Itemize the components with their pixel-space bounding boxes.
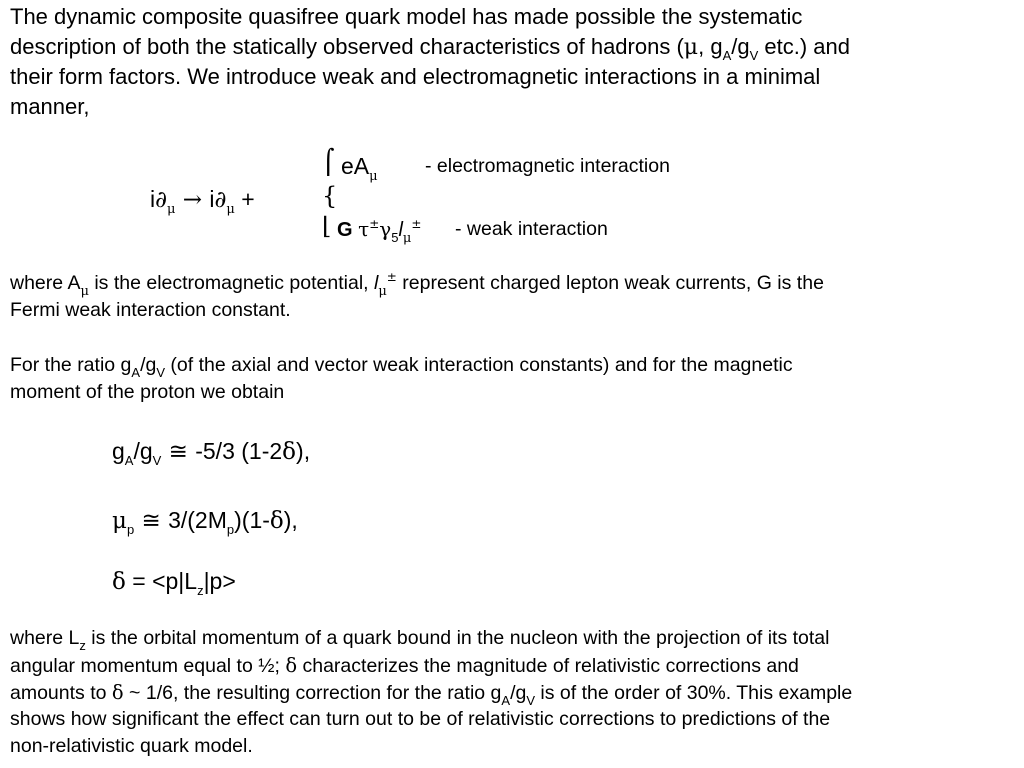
- conclusion-text: shows how significant the effect can turn out to be of relativistic corrections to predictions of the: [10, 708, 831, 730]
- subscript: p: [126, 522, 135, 537]
- where1-text: where A: [10, 272, 81, 294]
- subscript: V: [156, 365, 165, 380]
- mu-symbol: μ: [112, 508, 127, 534]
- conclusion-text: angular momentum equal to ½;: [10, 655, 286, 677]
- eq-text: ),: [283, 507, 298, 533]
- ratio-text: moment of the proton we obtain: [10, 381, 285, 403]
- partial-symbol: ∂: [214, 187, 227, 213]
- brace-bottom: ⌊: [322, 212, 332, 240]
- subscript: p: [226, 522, 235, 537]
- subscript: μ: [402, 231, 412, 246]
- conclusion-line-4: [10, 706, 830, 733]
- subscript: z: [197, 583, 204, 598]
- conclusion-text: is the orbital momentum of a quark bound in the nucleon with the projection of its total: [85, 627, 830, 649]
- subscript: A: [124, 453, 134, 468]
- ratio-text: /g: [140, 354, 157, 376]
- superscript: ±: [369, 217, 380, 231]
- superscript: ±: [411, 217, 422, 231]
- ratio-text: For the ratio g: [10, 354, 132, 376]
- subscript: A: [131, 365, 141, 380]
- eq-text: |p>: [203, 568, 236, 594]
- approx-symbol: ≅: [134, 508, 169, 534]
- subscript: V: [526, 693, 535, 708]
- conclusion-text: characterizes the magnitude of relativistic corrections and: [297, 655, 799, 677]
- intro-text: manner,: [10, 94, 90, 119]
- eq-text: ),: [296, 438, 311, 464]
- where1-line-1: [10, 270, 824, 299]
- conclusion-line-2: [10, 652, 799, 680]
- equation-delta: [112, 566, 236, 600]
- intro-line-4: [10, 92, 90, 122]
- subscript: A: [722, 48, 732, 63]
- eq-text: )(1-: [234, 507, 270, 533]
- eA-term: eA: [341, 153, 370, 179]
- intro-line-3: [10, 62, 820, 92]
- intro-text: The dynamic composite quasifree quark model has made possible the systematic: [10, 4, 803, 29]
- conclusion-text: non-relativistic quark model.: [10, 735, 253, 757]
- tau-symbol: τ: [358, 217, 370, 241]
- intro-text: /g: [731, 34, 750, 59]
- intro-line-1: [10, 2, 802, 32]
- conclusion-line-5: [10, 733, 253, 760]
- partial-symbol: ∂: [155, 187, 168, 213]
- plus-symbol: +: [234, 186, 255, 212]
- superscript: ±: [386, 270, 397, 284]
- subscript: μ: [167, 202, 176, 217]
- gamma-symbol: γ: [379, 217, 392, 241]
- subscript: μ: [378, 284, 387, 299]
- subscript: V: [152, 453, 162, 468]
- eq-text: = <p|L: [125, 568, 198, 594]
- conclusion-text: is of the order of 30%. This example: [535, 682, 853, 704]
- where1-text: represent charged lepton weak currents, G is the: [396, 272, 824, 294]
- subscript: μ: [80, 284, 89, 299]
- intro-line-2: [10, 32, 850, 65]
- approx-symbol: ≅: [161, 439, 196, 465]
- lepton-current: l: [398, 219, 403, 241]
- subscript: μ: [226, 202, 235, 217]
- lepton-current: l: [374, 272, 379, 294]
- delta-symbol: δ: [282, 439, 297, 465]
- intro-text: , g: [698, 34, 723, 59]
- equation-mu-p: [112, 505, 298, 539]
- intro-text: etc.) and: [758, 34, 850, 59]
- brace-middle: {: [322, 182, 338, 210]
- ratio-line-1: [10, 352, 793, 380]
- substitution-lhs: [150, 184, 255, 219]
- delta-symbol: δ: [285, 654, 298, 677]
- where1-text: is the electromagnetic potential,: [88, 272, 374, 294]
- subscript: z: [79, 638, 86, 653]
- eq-text: -5/3 (1-2: [195, 438, 283, 464]
- subscript: A: [501, 693, 511, 708]
- conclusion-text: amounts to: [10, 682, 112, 704]
- delta-symbol: δ: [269, 508, 284, 534]
- conclusion-line-1: [10, 625, 829, 653]
- arrow-symbol: →: [175, 187, 210, 213]
- i-symbol: i: [150, 186, 156, 212]
- eq-text: /g: [133, 438, 153, 464]
- delta-symbol: δ: [111, 681, 124, 704]
- ratio-text: (of the axial and vector weak interaction constants) and for the magnetic: [165, 354, 793, 376]
- conclusion-text: ~ 1/6, the resulting correction for the ratio g: [123, 682, 502, 704]
- mu-symbol: μ: [683, 35, 699, 60]
- G-constant: G: [337, 219, 359, 241]
- conclusion-text: where L: [10, 627, 80, 649]
- subscript: 5: [391, 230, 399, 245]
- brace-top: ⌠: [322, 148, 335, 176]
- conclusion-line-3: [10, 679, 852, 708]
- subscript: μ: [369, 169, 378, 184]
- eq-text: 3/(2M: [168, 507, 227, 533]
- where1-line-2: [10, 297, 291, 324]
- intro-text: description of both the statically observed characteristics of hadrons (: [10, 34, 684, 59]
- i-symbol: i: [209, 186, 215, 212]
- conclusion-text: /g: [510, 682, 527, 704]
- delta-symbol: δ: [112, 569, 126, 595]
- em-label: - electromagnetic interaction: [425, 155, 670, 177]
- where1-text: Fermi weak interaction constant.: [10, 299, 291, 321]
- equation-ga-gv: [112, 436, 310, 470]
- ratio-line-2: [10, 379, 284, 406]
- weak-term: [337, 214, 421, 248]
- subscript: V: [749, 48, 759, 63]
- weak-label: - weak interaction: [455, 218, 608, 240]
- em-term: [341, 151, 378, 186]
- eq-text: g: [112, 438, 125, 464]
- intro-text: their form factors. We introduce weak and electromagnetic interactions in a minimal: [10, 64, 821, 89]
